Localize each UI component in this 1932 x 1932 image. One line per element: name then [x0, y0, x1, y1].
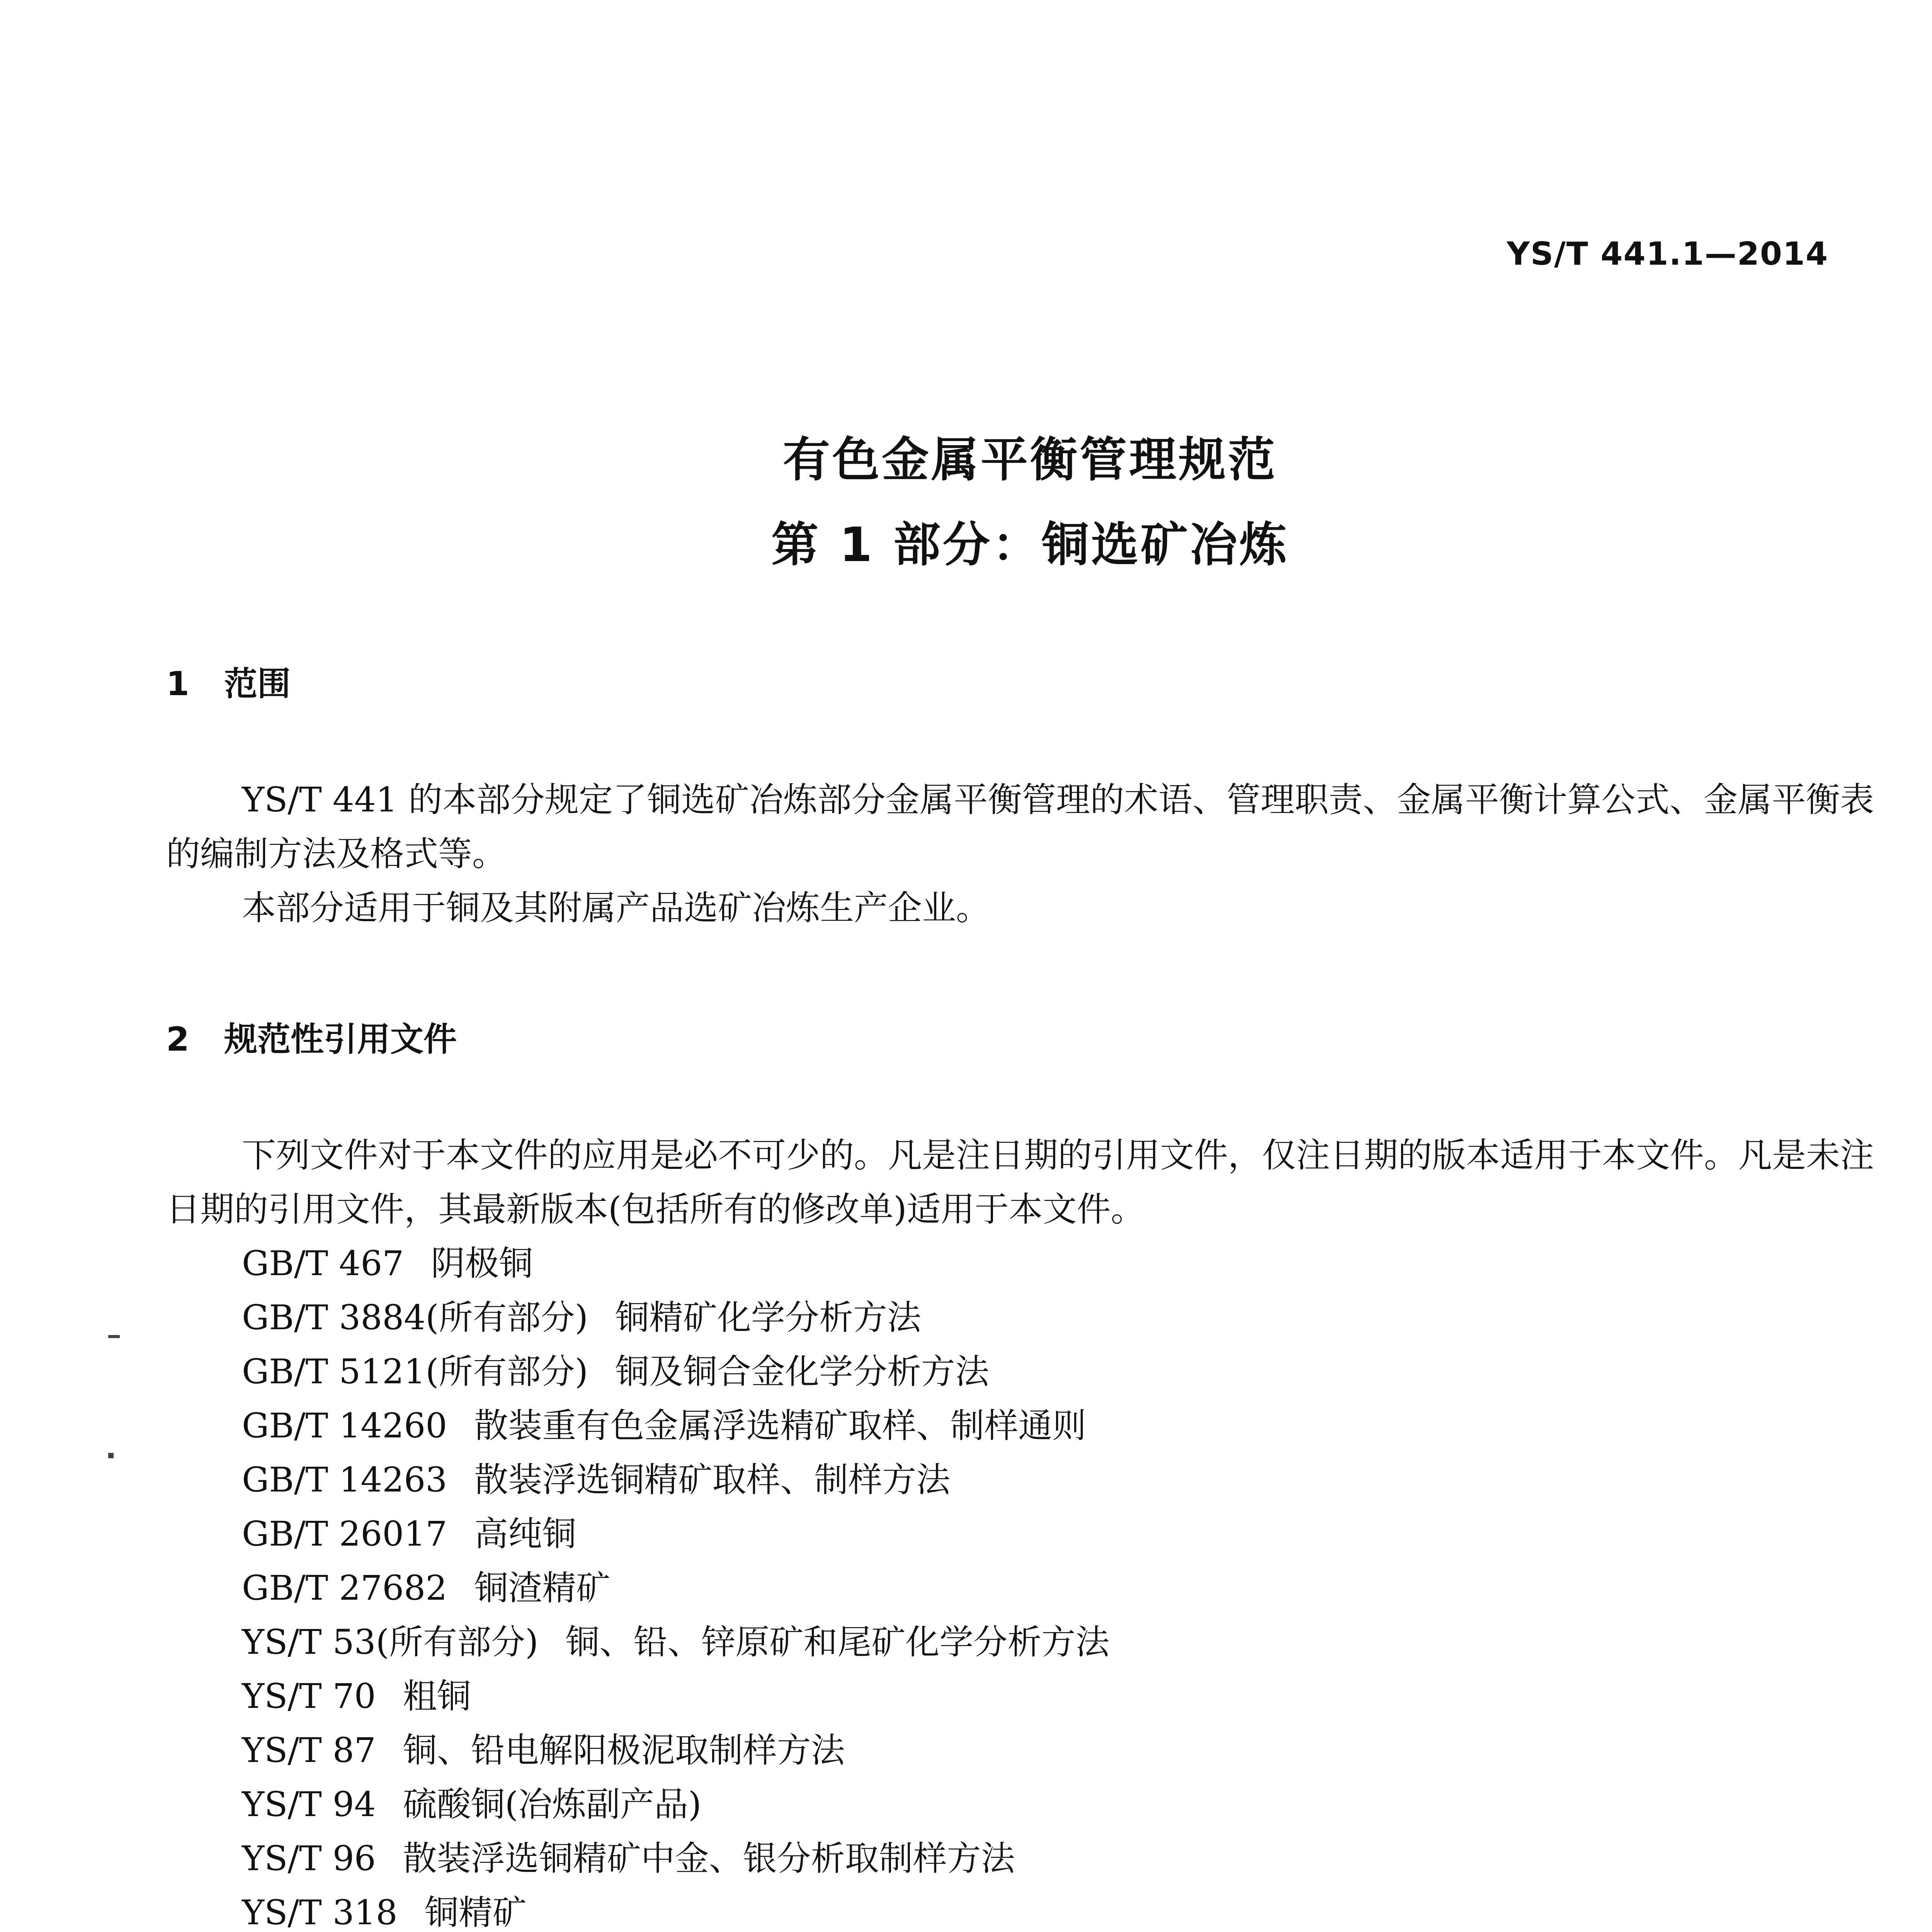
reference-title: 铜精矿 — [424, 1893, 527, 1932]
standard-code: YS/T 441.1—2014 — [1507, 236, 1828, 272]
reference-code: YS/T 53(所有部分) — [242, 1622, 539, 1662]
section-number: 2 — [166, 1020, 189, 1059]
reference-code: YS/T 87 — [242, 1730, 376, 1770]
document-title — [0, 417, 1932, 587]
reference-item — [166, 1561, 1874, 1615]
reference-code: GB/T 467 — [242, 1243, 404, 1283]
reference-title: 散装重有色金属浮选精矿取样、制样通则 — [474, 1406, 1087, 1446]
section-heading-normative-references — [166, 1012, 1874, 1066]
reference-title: 散装浮选铜精矿中金、银分析取制样方法 — [403, 1838, 1015, 1878]
reference-item — [166, 1291, 1874, 1345]
reference-title: 散装浮选铜精矿取样、制样方法 — [474, 1460, 951, 1500]
scope-paragraph: YS/T 441 的本部分规定了铜选矿冶炼部分金属平衡管理的术语、管理职责、金属平衡计算公式、金属平衡表的编制方法及格式等。 — [166, 780, 1874, 874]
reference-title: 铜、铅、锌原矿和尾矿化学分析方法 — [565, 1622, 1110, 1662]
reference-title: 硫酸铜(冶炼副产品) — [403, 1784, 702, 1824]
reference-title: 阴极铜 — [431, 1243, 533, 1283]
reference-code: GB/T 14263 — [242, 1460, 447, 1500]
reference-title: 铜渣精矿 — [474, 1568, 611, 1608]
reference-code: YS/T 96 — [242, 1838, 376, 1878]
section-title: 规范性引用文件 — [224, 1020, 457, 1059]
reference-item — [166, 1615, 1874, 1669]
scan-mark — [108, 1335, 120, 1338]
reference-code: YS/T 94 — [242, 1784, 376, 1824]
document-body — [166, 657, 1874, 1932]
reference-code: GB/T 14260 — [242, 1406, 447, 1446]
reference-title: 铜及铜合金化学分析方法 — [615, 1352, 989, 1391]
title-line-1: 有色金属平衡管理规范 — [783, 432, 1277, 487]
scope-applicability: 本部分适用于铜及其附属产品选矿冶炼生产企业。 — [242, 888, 990, 928]
reference-item — [166, 1507, 1874, 1561]
reference-item — [166, 1723, 1874, 1777]
reference-item — [166, 1345, 1874, 1399]
reference-title: 铜精矿化学分析方法 — [615, 1298, 921, 1337]
reference-item — [166, 1453, 1874, 1507]
scan-mark — [108, 1453, 114, 1458]
title-line-2: 第 1 部分：铜选矿冶炼 — [771, 517, 1289, 572]
reference-title: 粗铜 — [403, 1676, 471, 1716]
reference-code: GB/T 5121(所有部分) — [242, 1352, 588, 1391]
reference-item — [166, 1399, 1874, 1453]
reference-title: 铜、铅电解阳极泥取制样方法 — [403, 1730, 845, 1770]
reference-list — [166, 1236, 1874, 1932]
reference-code: YS/T 70 — [242, 1676, 376, 1716]
reference-item — [166, 1832, 1874, 1886]
section-title: 范围 — [224, 665, 291, 703]
reference-title: 高纯铜 — [474, 1514, 577, 1554]
references-intro: 下列文件对于本文件的应用是必不可少的。凡是注日期的引用文件，仅注日期的版本适用于本文件。凡是未注日期的引用文件，其最新版本(包括所有的修改单)适用于本文件。 — [166, 1135, 1874, 1229]
reference-item — [166, 1777, 1874, 1832]
reference-code: GB/T 26017 — [242, 1514, 447, 1554]
reference-code: GB/T 3884(所有部分) — [242, 1298, 588, 1337]
section-heading-scope — [166, 657, 1874, 711]
section-number: 1 — [166, 665, 189, 703]
reference-item — [166, 1669, 1874, 1723]
reference-code: GB/T 27682 — [242, 1568, 447, 1608]
reference-item — [166, 1886, 1874, 1932]
reference-item — [166, 1236, 1874, 1291]
reference-code: YS/T 318 — [242, 1893, 398, 1932]
